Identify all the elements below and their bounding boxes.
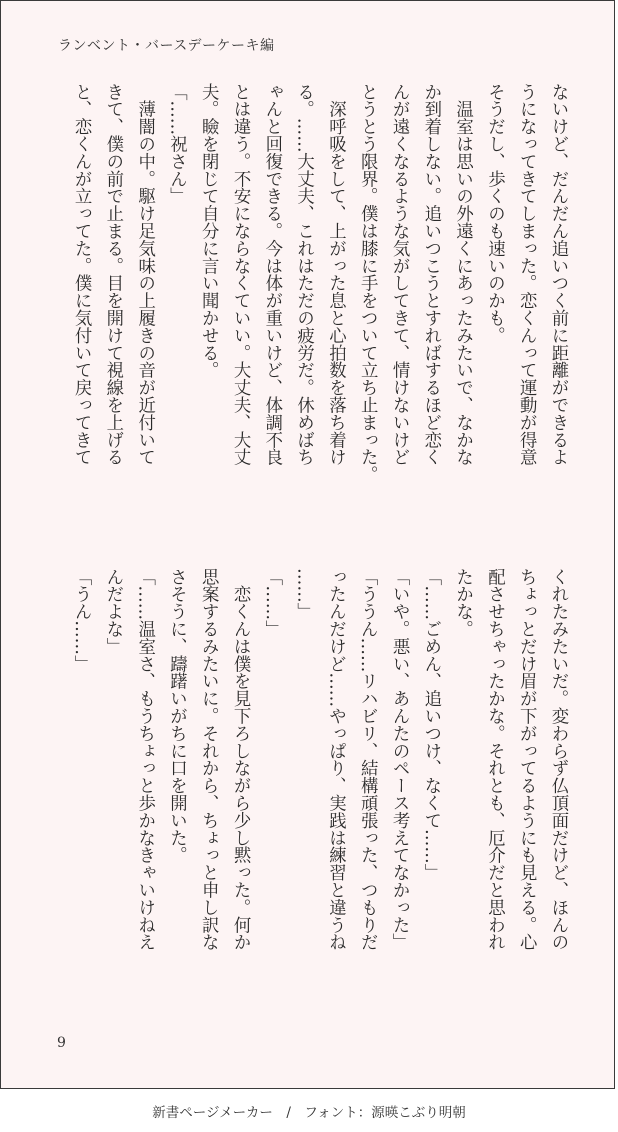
text-line: 夫。瞼を閉じて自分に言い聞かせる。 <box>198 83 219 379</box>
text-line: うになってきてしまった。恋くんって運動が得意 <box>516 83 537 466</box>
text-line: と、恋くんが立ってた。僕に気付いて戻ってきて <box>71 83 92 466</box>
text-line: とうとう限界。僕は膝に手をついて立ち止まった。 <box>357 83 378 484</box>
text-line: 思案するみたいに。それから、ちょっと申し訳な <box>198 568 219 951</box>
text-line: 「……温室さ、もうちょっと歩かなきゃいけねえ <box>134 568 155 951</box>
text-line: んが遠くなるような気がしてきて、情けないけど <box>389 83 410 466</box>
text-line: くれたみたいだ。変わらず仏頂面だけど、ほんの <box>548 568 568 951</box>
text-line: そうだし、歩くのも速いのかも。 <box>484 83 505 344</box>
text-line: ……」 <box>293 568 314 621</box>
text-line: 深呼吸をして、上がった息と心拍数を落ち着け <box>325 83 346 466</box>
running-header-title: ランベント・バースデーケーキ編 <box>58 38 275 54</box>
text-line: ったんだけど……やっぱり、実践は練習と違うね <box>325 568 346 951</box>
footer-credit: 新書ページメーカー / フォント：源暎こぶり明朝 <box>152 1105 466 1121</box>
text-line: さそうに、躊躇いがちに口を開いた。 <box>166 568 187 864</box>
text-line: んだよな」 <box>102 568 123 655</box>
text-line: 「いや。悪い、あんたのペース考えてなかった」 <box>389 568 410 951</box>
text-line: 配させちゃったかな。それとも、厄介だと思われ <box>484 568 505 951</box>
page-number: 9 <box>57 1035 66 1051</box>
text-line: ちょっとだけ眉が下がってるようにも見える。心 <box>516 568 537 951</box>
text-line: 「うん……」 <box>71 568 92 673</box>
text-line: ゃんと回復できる。今は体が重いけど、体調不良 <box>261 83 282 466</box>
text-block-top <box>53 83 573 523</box>
text-line: 温室は思いの外遠くにあったみたいで、なかな <box>452 83 473 466</box>
text-line: とは違う。不安にならなくていい。大丈夫、大丈 <box>230 83 251 466</box>
text-line: たかな。 <box>452 568 473 638</box>
text-line: 薄闇の中。駆け足気味の上履きの音が近付いて <box>134 83 155 466</box>
text-line: 「ううん……リハビリ、結構頑張った、つもりだ <box>357 568 378 951</box>
text-block-bottom <box>53 568 573 1008</box>
text-line: 「……ごめん、追いつけ、なくて……」 <box>420 568 441 882</box>
text-line: か到着しない。追いつこうとすればするほど恋く <box>420 83 441 466</box>
text-line: る。……大丈夫、これはただの疲労だ。休めばち <box>293 83 314 466</box>
text-line: きて、僕の前で止まる。目を開けて視線を上げる <box>102 83 123 466</box>
text-line: 「……祝さん」 <box>166 83 187 205</box>
text-line: ないけど、だんだん追いつく前に距離ができるよ <box>548 83 568 466</box>
text-line: 「……」 <box>261 568 282 638</box>
text-line: 恋くんは僕を見下ろしながら少し黙った。何か <box>230 568 251 951</box>
